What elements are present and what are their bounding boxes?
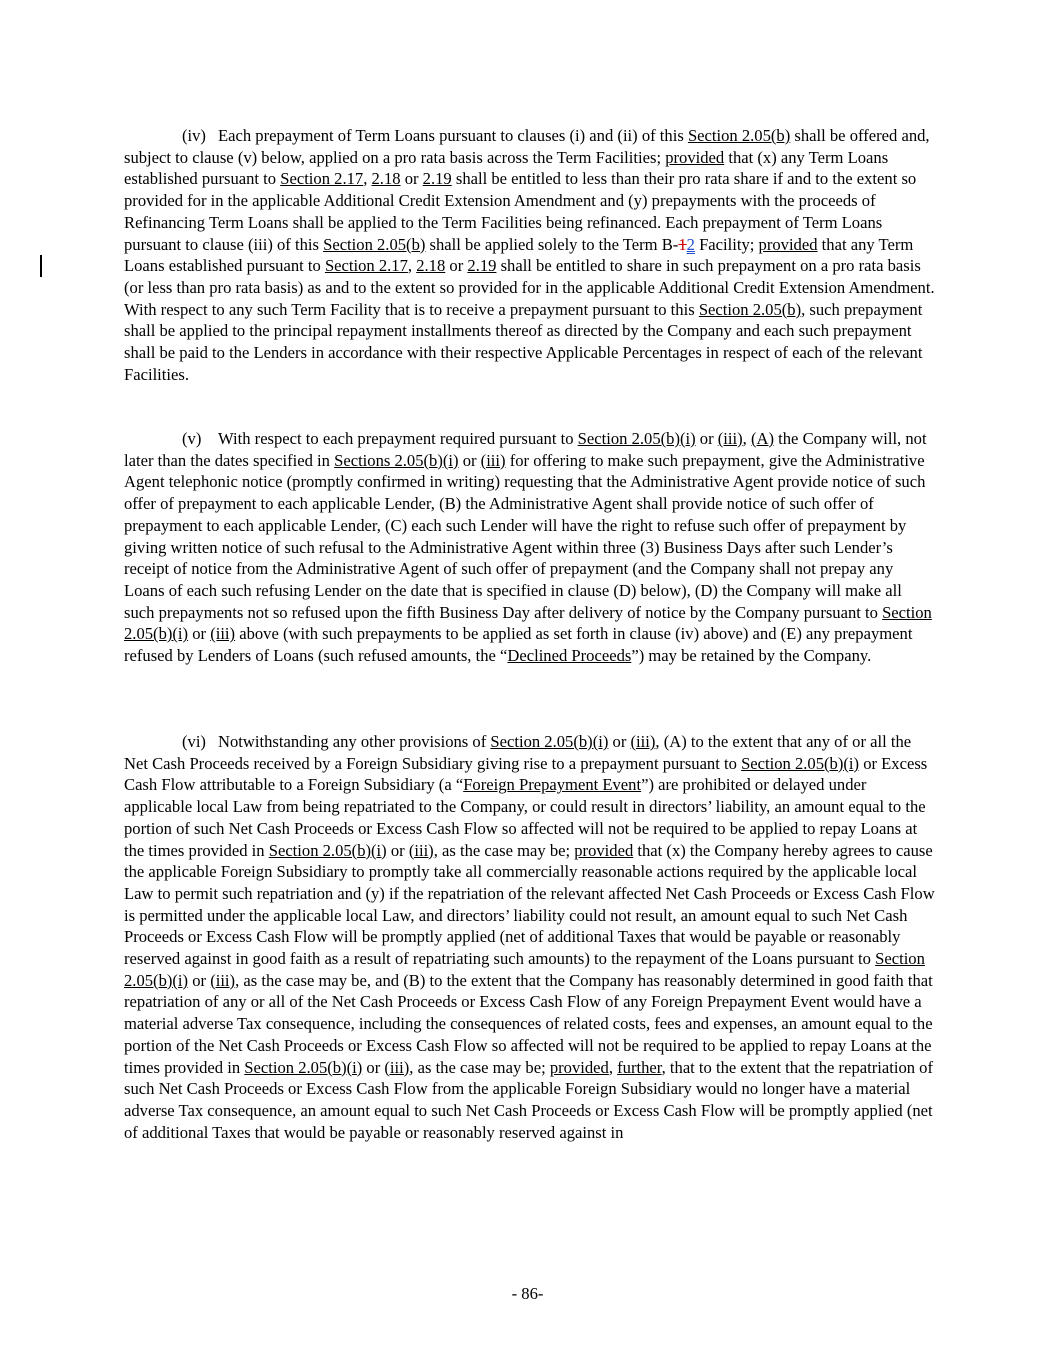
text: for offering to make such prepayment, give the Administrative Agent telephonic notice (promptly confirmed in writing) requesting that the Administrative Agent provide notice of such offer of prepayment to each applicable Lender, (B) the Administrative Agent shall provide notice of such offer of prepayment to each applicable Lender, (C) each such Lender will have the right to refuse such offer of prepayment by giving written notice of such refusal to the Administrative Agent within three (3) Business Days after such Lender’s receipt of notice from the Administrative Agent of such offer of prepayment (and the Company shall not prepay any Loans of each such refusing Lender on the date that is specified in clause (D) below), (D) the Company will make all such prepayments not so refused upon the fifth Business Day after delivery of notice by the Company pursuant to: [124, 450, 926, 622]
paragraph-iv: [124, 125, 936, 385]
revision-change-bar: [40, 255, 42, 277]
section-ref: Section 2.05(b)(i): [244, 1057, 363, 1077]
text: Notwithstanding any other provisions of: [218, 732, 491, 751]
section-ref: (iii): [384, 1057, 410, 1077]
clause-label: (v): [182, 429, 202, 448]
text: ”) may be retained by the Company.: [631, 646, 872, 666]
text: or: [188, 970, 211, 990]
defined-term: Declined Proceeds: [507, 646, 632, 666]
text: shall be entitled to less than their pro rata share if and to the extent so provided for in the applicable Additional Credit Extension Amendment and (y) prepayments with the proceeds of Refinancing Term Loans shall be applied to the Term Facilities being refinanced. Each prepayment of Term Loans pursuant to clause (iii) of this: [124, 169, 917, 254]
text: or Excess Cash Flow attributable to a Foreign Subsidiary (a “: [124, 753, 928, 795]
section-ref: Section 2.05(b): [687, 126, 791, 145]
section-ref: Section 2.05(b)(i): [268, 840, 387, 860]
text: or: [400, 169, 423, 189]
text: shall be applied solely to the Term B-: [425, 234, 679, 254]
section-ref: Section 2.05(b): [698, 299, 802, 319]
text: that (x) any Term Loans established pursuant to: [124, 147, 889, 189]
text: ,: [742, 429, 751, 448]
section-ref: (iii): [480, 450, 506, 470]
section-ref: Section 2.05(b)(i): [490, 732, 609, 751]
paragraph-vi: [124, 731, 936, 1143]
section-ref: 2.18: [416, 256, 446, 276]
section-ref: (iii): [630, 732, 656, 751]
defined-term: provided: [758, 234, 818, 254]
section-ref: Section 2.05(b)(i): [124, 602, 932, 644]
section-ref: (iii): [210, 624, 236, 644]
defined-term: Foreign Prepayment Event: [463, 775, 642, 795]
section-ref: Section 2.17: [280, 169, 364, 189]
section-ref: 2.18: [371, 169, 401, 189]
text: Each prepayment of Term Loans pursuant to clauses (i) and (ii) of this: [218, 126, 688, 145]
text: or: [458, 450, 481, 470]
text: , such prepayment shall be applied to the principal repayment installments thereof as directed by the Company and each such prepayment shall be paid to the Lenders in accordance with their respective Applicable Percentages in respect of each of the relevant Facilities.: [124, 299, 923, 384]
deleted-text: 1: [678, 234, 687, 254]
section-ref: (iii): [717, 429, 743, 448]
section-ref: (iii): [210, 970, 236, 990]
defined-term: provided: [665, 147, 725, 167]
text: ,: [608, 1057, 618, 1077]
section-ref: 2.19: [422, 169, 452, 189]
section-ref: 2.19: [467, 256, 497, 276]
text: or: [445, 256, 468, 276]
text: or: [608, 732, 631, 751]
defined-term: provided: [574, 840, 634, 860]
text: or: [695, 429, 718, 448]
text: , that to the extent that the repatriation of such Net Cash Proceeds or Excess Cash Flow from the applicable Foreign Subsidiary would no longer have a material adverse Tax consequence, an amount equal to such Net Cash Proceeds or Excess Cash Flow will be promptly applied (net of additional Taxes that would be payable or reasonably reserved against in: [124, 1057, 934, 1142]
text: that (x) the Company hereby agrees to cause the applicable Foreign Subsidiary to promptly take all commercially reasonable actions required by the applicable local Law to permit such repatriation and (y) if the repatriation of the relevant affected Net Cash Proceeds or Excess Cash Flow is permitted under the applicable local Law, and directors’ liability could not result, an amount equal to such Net Cash Proceeds or Excess Cash Flow will be promptly applied (net of additional Taxes that would be payable or reasonably reserved against in good faith as a result of repatriating such amounts) to the repayment of the Loans pursuant to: [124, 840, 935, 969]
text: shall be entitled to share in such prepayment on a pro rata basis (or less than pro rata basis) as and to the extent so provided for in the applicable Additional Credit Extension Amendment. With respect to any such Term Facility that is to receive a prepayment pursuant to this: [124, 256, 935, 319]
text: Facility;: [694, 234, 759, 254]
text: or: [386, 840, 409, 860]
clause-ref: (A): [750, 429, 774, 448]
text: ,: [407, 256, 417, 276]
section-ref: Sections 2.05(b)(i): [334, 450, 459, 470]
defined-term: further: [617, 1057, 662, 1077]
inserted-text: 2: [686, 234, 695, 254]
text: With respect to each prepayment required pursuant to: [218, 429, 578, 448]
text: above (with such prepayments to be applied as set forth in clause (iv) above) and (E) any prepayment refused by Lenders of Loans (such refused amounts, the “: [124, 624, 913, 666]
page-number: - 86-: [511, 1284, 544, 1303]
section-ref: Section 2.05(b)(i): [741, 753, 860, 773]
section-ref: Section 2.05(b)(i): [124, 949, 925, 990]
text: the Company will, not later than the dates specified in: [124, 429, 927, 470]
text: , as the case may be, and (B) to the extent that the Company has reasonably determined in good faith that repatriation of any or all of the Net Cash Proceeds or Excess Cash Flow of any Foreign Prepayment Event would have a material adverse Tax consequence, including the consequences of related costs, fees and expenses, an amount equal to the portion of the Net Cash Proceeds or Excess Cash Flow so affected will not be required to be applied to repay Loans at the times provided in: [124, 970, 933, 1077]
text: ,: [363, 169, 372, 189]
section-ref: Section 2.05(b)(i): [577, 429, 696, 448]
text: or: [362, 1057, 385, 1077]
section-ref: (iii): [408, 840, 434, 860]
clause-label: (vi): [182, 732, 206, 751]
section-ref: Section 2.17: [324, 256, 408, 276]
text: , (A) to the extent that any of or all the Net Cash Proceeds received by a Foreign Subsidiary giving rise to a prepayment pursuant to: [124, 732, 912, 773]
clause-label: (iv): [182, 126, 206, 145]
text: or: [188, 624, 211, 644]
section-ref: Section 2.05(b): [323, 234, 426, 254]
text: that any Term Loans established pursuant to: [124, 234, 914, 276]
paragraph-v: [124, 428, 936, 667]
text: , as the case may be;: [409, 1057, 550, 1077]
text: , as the case may be;: [433, 840, 575, 860]
text: shall be offered and, subject to clause (v) below, applied on a pro rata basis across the Term Facilities;: [124, 126, 930, 167]
defined-term: provided: [549, 1057, 609, 1077]
text: ”) are prohibited or delayed under applicable local Law from being repatriated to the Company, or could result in directors’ liability, an amount equal to the portion of such Net Cash Proceeds or Excess Cash Flow so affected will not be required to be applied to repay Loans at the times provided in: [124, 775, 926, 860]
